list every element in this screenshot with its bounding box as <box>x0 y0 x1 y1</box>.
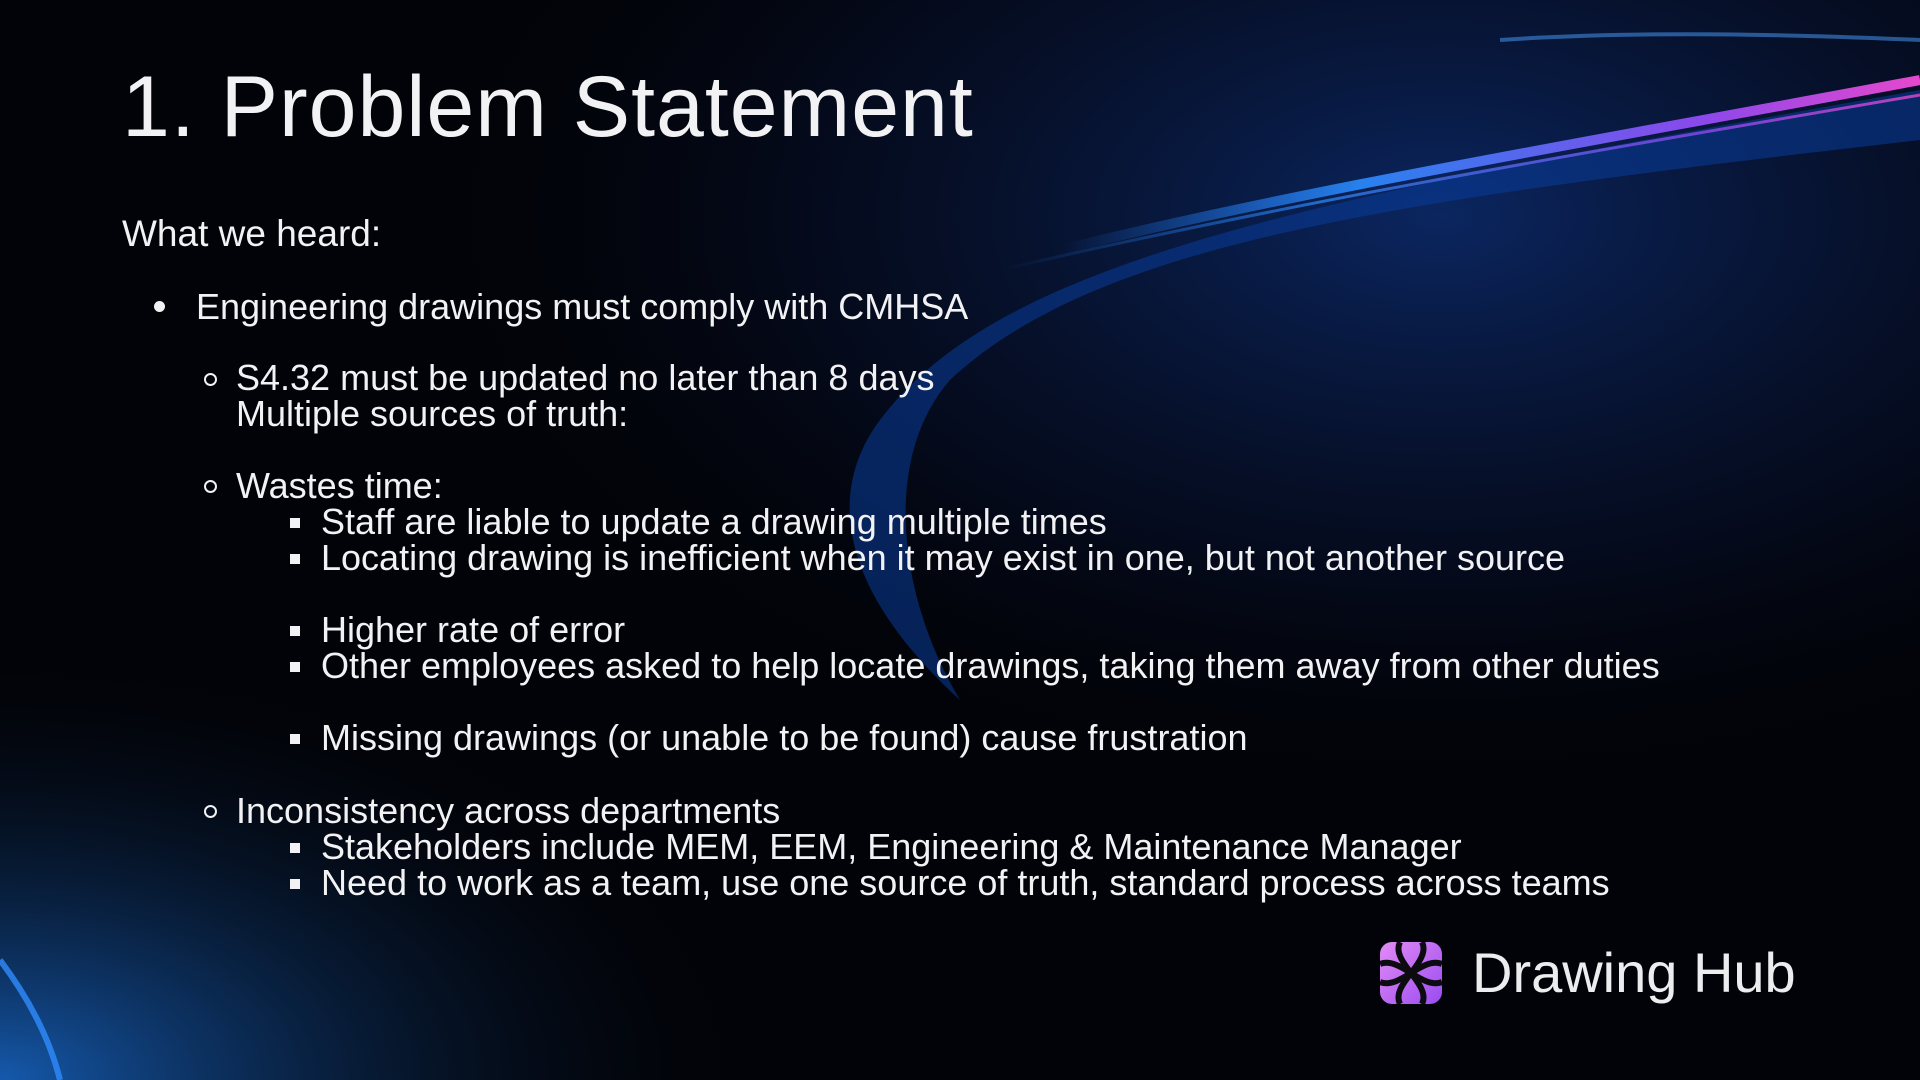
sub-bullet-text: Multiple sources of truth: <box>236 393 629 434</box>
bullet-square-icon <box>290 734 300 744</box>
list-item: Locating drawing is inefficient when it may exist in one, but not another source <box>321 537 1566 578</box>
bullet-dot-icon <box>154 301 165 312</box>
list-item: Staff are liable to update a drawing multiple times <box>321 501 1107 542</box>
bullet-square-icon <box>290 843 300 853</box>
brand-name: Drawing Hub <box>1472 941 1796 1004</box>
bullet-ring-icon <box>204 373 217 386</box>
sub-bullet-text: S4.32 must be updated no later than 8 days <box>236 357 935 398</box>
list-item: Higher rate of error <box>321 609 626 650</box>
bullet-square-icon <box>290 662 300 672</box>
list-item: Missing drawings (or unable to be found) cause frustration <box>321 717 1248 758</box>
list-item: Need to work as a team, use one source of truth, standard process across teams <box>321 862 1610 903</box>
bullet-ring-icon <box>204 480 217 493</box>
bullet-ring-icon <box>204 805 217 818</box>
list-item: Stakeholders include MEM, EEM, Engineering & Maintenance Manager <box>321 826 1462 867</box>
list-item: Other employees asked to help locate drawings, taking them away from other duties <box>321 645 1660 686</box>
sub-bullet-label: Inconsistency across departments <box>236 790 781 831</box>
drawing-hub-logo-icon <box>1380 942 1442 1004</box>
bullet-square-icon <box>290 554 300 564</box>
slide-title: 1. Problem Statement <box>122 59 974 155</box>
sub-bullet-label: Wastes time: <box>236 465 443 506</box>
intro-text: What we heard: <box>122 213 382 254</box>
bullet-main: Engineering drawings must comply with CMHSA <box>196 286 969 327</box>
bullet-square-icon <box>290 879 300 889</box>
bullet-square-icon <box>290 518 300 528</box>
bullet-square-icon <box>290 626 300 636</box>
